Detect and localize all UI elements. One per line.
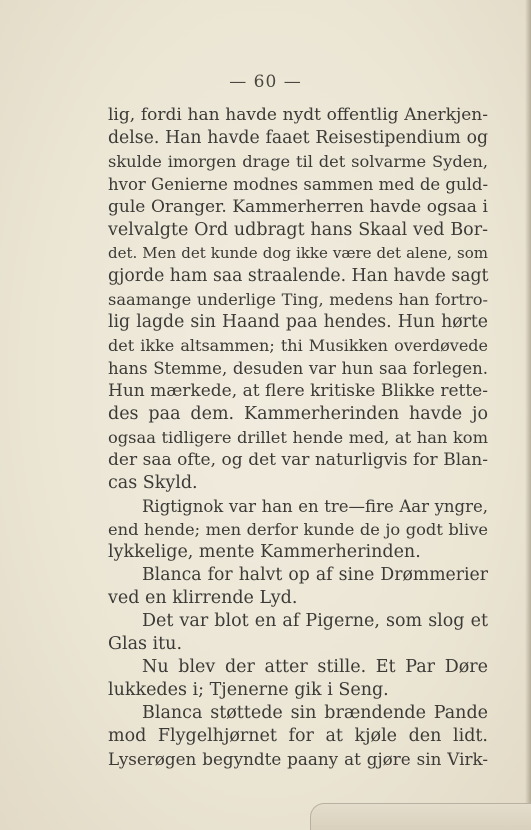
text-line: Glas itu. — [108, 634, 183, 654]
text-line: lig lagde sin Haand paa hendes. Hun hørte — [108, 312, 488, 332]
text-line: ogsaa tidligere drillet hende med, at han kom — [108, 428, 488, 447]
text-line: des paa dem. Kammerherinden havde jo — [108, 404, 488, 424]
text-line: Det var blot en af Pigerne, som slog et — [142, 611, 488, 631]
text-line: Lyserøgen begyndte paany at gjøre sin Virk- — [108, 749, 488, 769]
text-line: gjorde ham saa straalende. Han havde sagt — [108, 266, 489, 286]
next-page-corner — [310, 803, 531, 830]
text-line: Rigtignok var han en tre—fire Aar yngre, — [142, 497, 488, 516]
text-line: Blanca for halvt op af sine Drømmerier — [142, 565, 488, 585]
text-line: det. Men det kunde dog ikke være det alene, som — [108, 244, 488, 262]
body-text — [108, 104, 488, 771]
text-line: saamange underlige Ting, medens han fortro- — [108, 290, 488, 309]
page-number: — 60 — — [229, 72, 302, 92]
text-line: lig, fordi han havde nydt offentlig Anerkjen- — [108, 105, 488, 125]
text-line: ved en klirrende Lyd. — [108, 588, 298, 608]
text-line: Blanca støttede sin brændende Pande — [142, 703, 488, 723]
text-line: gule Oranger. Kammerherren havde ogsaa i — [108, 197, 488, 217]
text-line: der saa ofte, og det var naturligvis for Blan- — [108, 450, 488, 470]
text-line: hans Stemme, desuden var hun saa forlegen. — [108, 359, 488, 378]
text-line: hvor Genierne modnes sammen med de guld- — [108, 175, 489, 194]
text-line: Nu blev der atter stille. Et Par Døre — [142, 657, 488, 677]
text-line: lykkelige, mente Kammerherinden. — [108, 542, 421, 562]
text-line: delse. Han havde faaet Reisestipendium og — [108, 128, 488, 148]
text-line: mod Flygelhjørnet for at kjøle den lidt. — [108, 726, 488, 746]
text-line: det ikke altsammen; thi Musikken overdøvede — [108, 336, 488, 355]
text-line: lukkedes i; Tjenerne gik i Seng. — [108, 680, 389, 700]
text-line: end hende; men derfor kunde de jo godt blive — [108, 520, 488, 539]
text-line: cas Skyld. — [108, 473, 198, 493]
text-line: skulde imorgen drage til det solvarme Syden, — [108, 152, 488, 171]
page-edge-shadow — [525, 0, 531, 830]
text-line: velvalgte Ord udbragt hans Skaal ved Bor- — [108, 220, 488, 240]
text-line: Hun mærkede, at flere kritiske Blikke rette- — [108, 381, 488, 401]
